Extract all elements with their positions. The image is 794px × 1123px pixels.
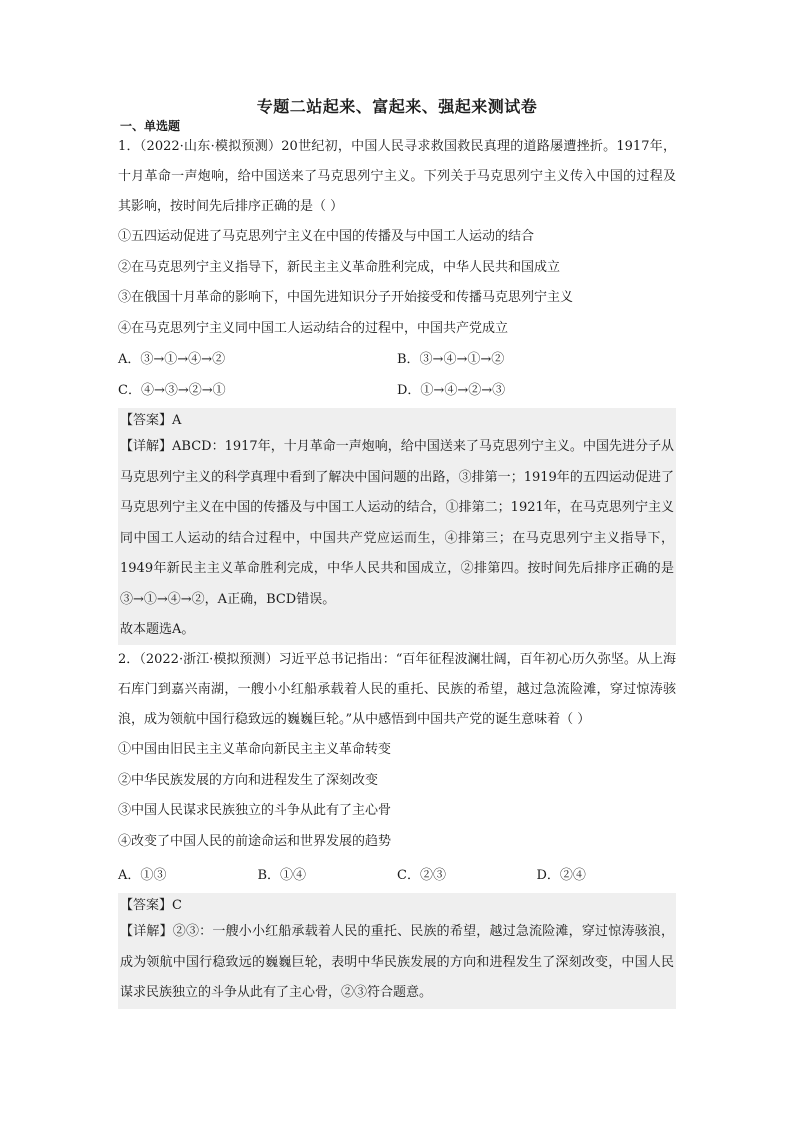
statement-item: ②在马克思列宁主义指导下，新民主主义革命胜利完成，中华人民共和国成立 bbox=[118, 259, 561, 275]
option-row bbox=[118, 857, 676, 891]
statement-item: ①中国由旧民主主义革命向新民主主义革命转变 bbox=[118, 742, 392, 757]
statement-item: ③中国人民谋求民族独立的斗争从此有了主心骨 bbox=[118, 803, 392, 818]
option-row bbox=[118, 375, 676, 406]
answer-label: 【答案】C bbox=[120, 898, 182, 913]
answer-conclusion: 故本题选A。 bbox=[120, 622, 195, 637]
statement-item: ③在俄国十月革命的影响下，中国先进知识分子开始接受和传播马克思列宁主义 bbox=[118, 290, 574, 305]
option-row bbox=[118, 344, 676, 375]
statement-item: ①五四运动促进了马克思列宁主义在中国的传播及与中国工人运动的结合 bbox=[118, 229, 535, 244]
answer-detail: 【详解】ABCD：1917年，十月革命一声炮响，给中国送来了马克思列宁主义。中国先进分子从马克思列宁主义的科学真理中看到了解决中国问题的出路，③排第一；1919年的五四运动促进了马克思列宁主义在中国的传播及与中国工人运动的结合，①排第二；1921年，在马克思列宁主义同中国工人运动的结合过程中，中国共产党应运而生，④排第三；在马克思列宁主义指导下，1949年新民主主义革命胜利完成，中华人民共和国成立，②排第四。按时间先后排序正确的是③→①→④→②，A正确，BCD错误。 bbox=[120, 439, 674, 607]
option-d: D．②④ bbox=[536, 868, 586, 883]
option-a: A．③→①→④→② bbox=[118, 352, 226, 367]
option-c: C．④→③→②→① bbox=[118, 383, 226, 398]
statement-item: ④在马克思列宁主义同中国工人运动结合的过程中，中国共产党成立 bbox=[118, 320, 509, 336]
question-1 bbox=[118, 132, 676, 645]
question-stem: 2．（2022·浙江·模拟预测）习近平总书记指出：“百年征程波澜壮阔，百年初心历久弥坚。从上海石库门到嘉兴南湖，一艘小小红船承载着人民的重托、民族的希望，越过急流险滩，穿过惊涛骇浪，成为领航中国行稳致远的巍巍巨轮。”从中感悟到中国共产党的诞生意味着（ ） bbox=[118, 652, 676, 727]
statement-item: ②中华民族发展的方向和进程发生了深刻改变 bbox=[118, 772, 379, 788]
option-b: B．①④ bbox=[257, 868, 307, 883]
statement-item: ④改变了中国人民的前途命运和世界发展的趋势 bbox=[118, 833, 392, 849]
section-heading: 一、单选题 bbox=[120, 119, 181, 133]
answer-detail: 【详解】②③：一艘小小红船承载着人民的重托、民族的希望，越过急流险滩，穿过惊涛骇浪，成为领航中国行稳致远的巍巍巨轮，表明中华民族发展的方向和进程发生了深刻改变，中国人民谋求民族独立的斗争从此有了主心骨，②③符合题意。 bbox=[120, 924, 674, 1000]
answer-label: 【答案】A bbox=[120, 413, 182, 428]
document-page bbox=[118, 96, 676, 1009]
option-c: C．②③ bbox=[397, 868, 446, 883]
question-2 bbox=[118, 645, 676, 1009]
option-d: D．①→④→②→③ bbox=[397, 383, 506, 398]
answer-box bbox=[118, 893, 676, 1009]
answer-box bbox=[118, 408, 676, 645]
option-b: B．③→④→①→② bbox=[397, 352, 505, 367]
option-a: A．①③ bbox=[118, 868, 167, 883]
question-stem: 1．（2022·山东·模拟预测）20世纪初，中国人民寻求救国救民真理的道路屡遭挫折。1917年，十月革命一声炮响，给中国送来了马克思列宁主义。下列关于马克思列宁主义传入中国的过程及其影响，按时间先后排序正确的是（ ） bbox=[118, 139, 676, 214]
page-title: 专题二站起来、富起来、强起来测试卷 bbox=[256, 97, 538, 116]
